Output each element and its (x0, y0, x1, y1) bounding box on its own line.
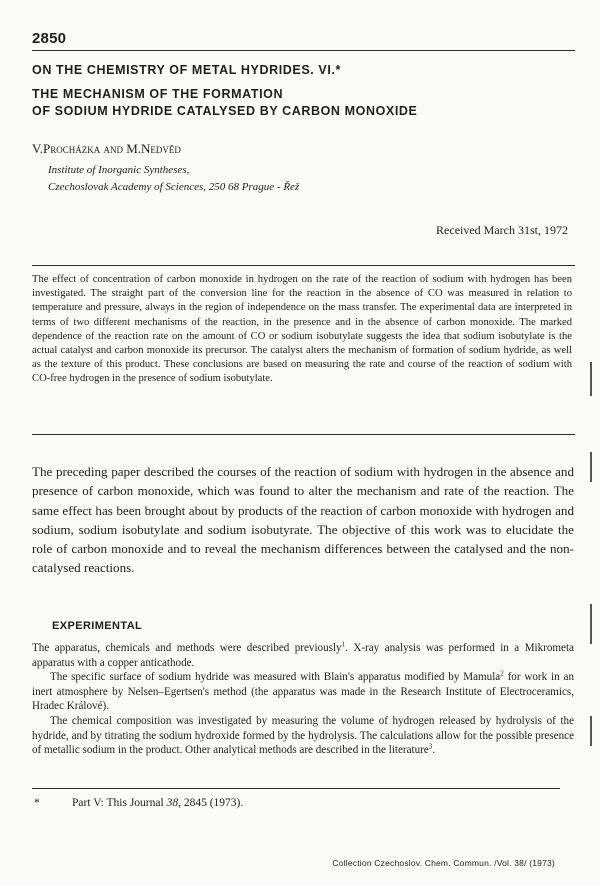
abstract-text: The effect of concentration of carbon monoxide in hydrogen on the rate of the reaction of sodium with hydrogen has been investigated. The straight part of the conversion line for the reaction in the absence of CO was measured in relation to temperature and pressure, always in the region of independence on the mass transfer. The experimental data are interpreted in terms of two different mechanisms of the reaction, in the presence and in the absence of carbon monoxide. The marked dependence of the reaction rate on the amount of CO or sodium isobutylate suggests the idea that sodium isobutylate is the actual catalyst and carbon monoxide its precursor. The catalyst alters the mechanism of formation of sodium hydride, as well as the texture of this product. These conclusions are based on measuring the rate and course of the reaction of sodium with CO-free hydrogen in the presence of sodium isobutylate. (32, 274, 572, 385)
scan-margin-mark (590, 716, 592, 746)
article-title: ON THE CHEMISTRY OF METAL HYDRIDES. VI.* (32, 63, 341, 77)
exp-p1-text: The apparatus, chemicals and methods were described previously (32, 642, 342, 654)
citation-ref-2: 2 (500, 669, 504, 678)
header-rule (32, 50, 575, 51)
exp-p3-text: The chemical composition was investigated by measuring the volume of hydrogen released by hydrolysis of the hydride, and by titrating the sodium hydroxide formed by the hydrolysis. The calculations allow for the possible presence of metallic sodium in the product. Other analytical methods are described in the literature (32, 714, 574, 757)
experimental-paragraph-2 (32, 670, 574, 714)
page-number: 2850 (32, 30, 67, 47)
abstract (32, 273, 572, 387)
experimental-section (32, 641, 574, 758)
exp-p3-tail: . (432, 744, 436, 757)
experimental-paragraph-1 (32, 641, 574, 670)
article-subtitle (32, 86, 577, 120)
section-heading-experimental: EXPERIMENTAL (52, 620, 143, 632)
footnote-text-before: Part V: This Journal (72, 797, 167, 809)
footnote-rule (32, 788, 560, 789)
authors: V.Procházka and M.Nedvěd (32, 141, 181, 156)
footnote-mark: * (34, 797, 40, 809)
received-date: Received March 31st, 1972 (436, 223, 568, 237)
affiliation (48, 162, 299, 196)
footnote (34, 797, 243, 809)
affiliation-line-1: Institute of Inorganic Syntheses, (48, 164, 190, 176)
journal-footer: Collection Czechoslov. Chem. Commun. /Vol. 38/ (1973) (332, 858, 555, 868)
footnote-text-after: , 2845 (1973). (178, 797, 244, 809)
subtitle-line-1: THE MECHANISM OF THE FORMATION (32, 87, 284, 101)
scan-margin-mark (590, 362, 592, 396)
exp-p2-tail: for work in an inert atmosphere by Nelsen–Egertsen's method (the apparatus was made in the Research Institute of Electroceramics, Hradec Králové). (32, 671, 574, 713)
affiliation-line-2: Czechoslovak Academy of Sciences, 250 68 Prague - Řež (48, 181, 300, 193)
abstract-top-rule (32, 265, 575, 266)
experimental-paragraph-3 (32, 714, 574, 758)
scan-margin-mark (590, 452, 592, 482)
introduction (32, 462, 574, 578)
footnote-volume: 38 (166, 797, 179, 809)
scan-margin-mark (590, 604, 592, 644)
citation-ref-3: 3 (428, 742, 433, 751)
exp-p1-tail: . X-ray analysis was performed in a Mikrometa apparatus with a copper anticathode. (32, 642, 574, 669)
abstract-bottom-rule (32, 434, 575, 435)
subtitle-line-2: OF SODIUM HYDRIDE CATALYSED BY CARBON MONOXIDE (32, 104, 418, 118)
intro-paragraph: The preceding paper described the courses of the reaction of sodium with hydrogen in the absence and presence of carbon monoxide, which was found to alter the mechanism and rate of the reaction. The same effect has been brought about by products of the reaction of carbon monoxide with hydrogen and sodium, sodium isobutylate and sodium isobutyrate. The objective of this work was to elucidate the role of carbon monoxide and to reveal the mechanism differences between the catalysed and the non-catalysed reactions. (32, 464, 574, 576)
exp-p2-text: The specific surface of sodium hydride was measured with Blain's apparatus modified by Mamula (50, 671, 501, 684)
citation-ref-1: 1 (341, 640, 346, 649)
